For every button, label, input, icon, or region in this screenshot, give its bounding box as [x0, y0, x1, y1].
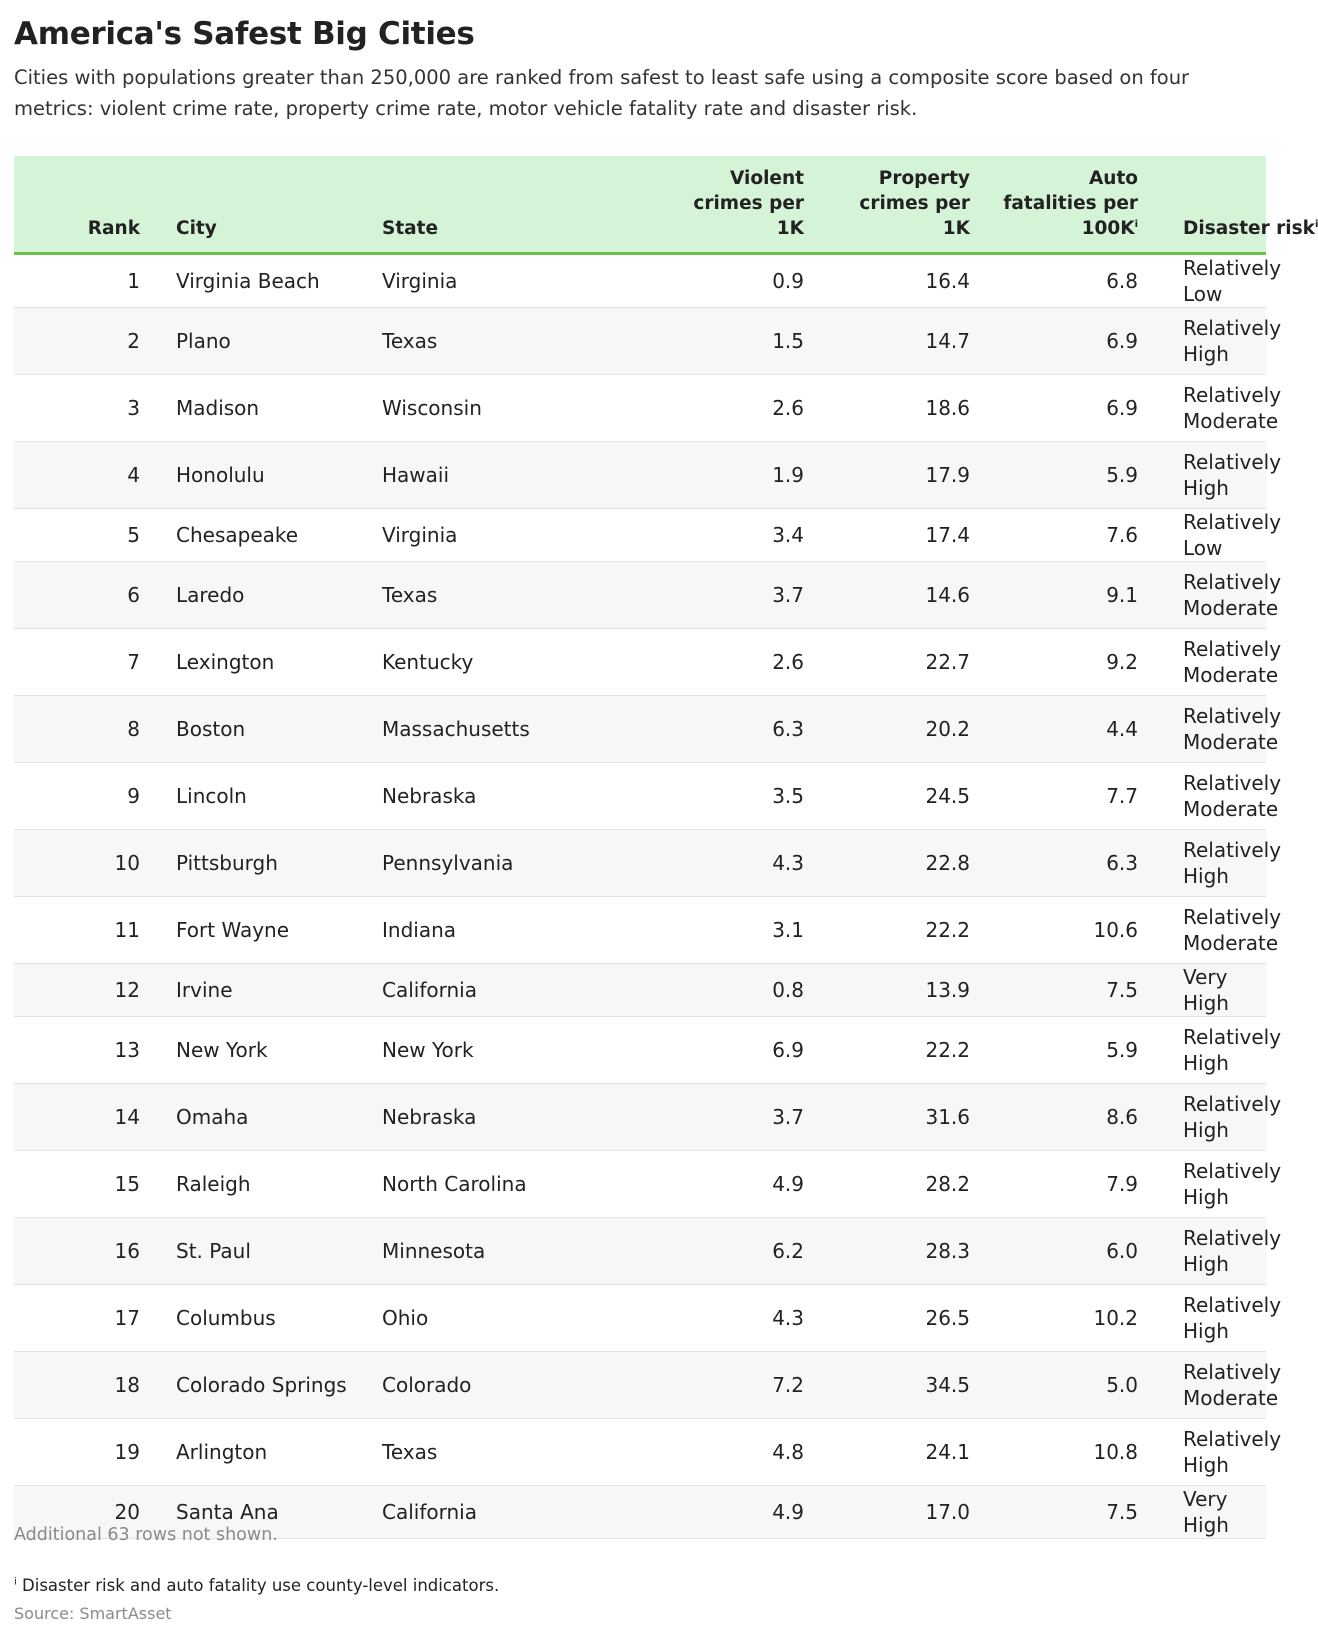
cell-auto: 10.6	[1093, 917, 1138, 942]
cell-rank: 14	[114, 1104, 140, 1129]
cell-disaster	[1138, 1083, 1282, 1150]
cell-city: Laredo	[176, 582, 245, 607]
cell-disaster	[1138, 695, 1282, 762]
cell-disaster-line: High	[1183, 1452, 1229, 1477]
cell-disaster-line: Relatively	[1183, 1426, 1282, 1451]
header-property-line-3: 1K	[942, 217, 970, 239]
cell-violent: 1.5	[772, 328, 804, 353]
header-state[interactable]: State	[382, 156, 582, 253]
cell-city: Plano	[176, 328, 231, 353]
table-row	[14, 441, 1266, 508]
table-row	[14, 307, 1266, 374]
cell-city: Pittsburgh	[176, 850, 278, 875]
cell-rank: 2	[127, 328, 140, 353]
cell-disaster	[1138, 829, 1282, 896]
cell-disaster-line: High	[1183, 1184, 1229, 1209]
cell-state: Nebraska	[382, 1104, 477, 1129]
cell-property: 31.6	[925, 1104, 970, 1129]
cell-violent: 3.4	[772, 522, 804, 547]
cell-property: 17.4	[925, 522, 970, 547]
header-violent[interactable]	[582, 156, 804, 253]
cell-rank: 13	[114, 1037, 140, 1062]
cell-property: 28.3	[925, 1238, 970, 1263]
cell-property: 22.2	[925, 1037, 970, 1062]
cell-violent: 4.3	[772, 1305, 804, 1330]
cell-state: Kentucky	[382, 649, 474, 674]
cell-rank: 20	[114, 1499, 140, 1524]
cell-city: Columbus	[176, 1305, 276, 1330]
header-city[interactable]: City	[140, 156, 382, 253]
cell-auto: 7.9	[1106, 1171, 1138, 1196]
cell-rank: 19	[114, 1439, 140, 1464]
cell-disaster-line: Moderate	[1183, 595, 1279, 620]
cell-disaster	[1138, 1418, 1282, 1485]
cell-disaster	[1138, 1150, 1282, 1217]
header-disaster-label: Disaster risk	[1183, 217, 1315, 239]
cell-rank: 9	[127, 783, 140, 808]
cell-disaster	[1138, 253, 1282, 307]
cell-disaster	[1138, 1284, 1282, 1351]
header-auto[interactable]	[970, 156, 1138, 253]
cell-disaster-line: Relatively	[1183, 1091, 1282, 1116]
cell-city: Lincoln	[176, 783, 247, 808]
cell-city: Boston	[176, 716, 246, 741]
cell-disaster-line: Moderate	[1183, 662, 1279, 687]
table-row	[14, 1284, 1266, 1351]
cell-disaster-line: Relatively	[1183, 1024, 1282, 1049]
cell-disaster	[1138, 963, 1266, 1016]
footnote-marker: i	[14, 1576, 17, 1588]
cell-disaster-line: High	[1183, 475, 1229, 500]
cell-violent: 3.1	[772, 917, 804, 942]
cell-disaster	[1138, 561, 1282, 628]
cell-auto: 5.9	[1106, 1037, 1138, 1062]
cell-property: 17.9	[925, 462, 970, 487]
table-row	[14, 829, 1266, 896]
cell-state: Wisconsin	[382, 395, 482, 420]
cell-auto: 10.2	[1093, 1305, 1138, 1330]
cell-state: Virginia	[382, 522, 458, 547]
cell-disaster-line: High	[1183, 1117, 1229, 1142]
cell-rank: 18	[114, 1372, 140, 1397]
table-row	[14, 963, 1266, 1016]
cell-disaster-line: Very High	[1183, 1486, 1229, 1537]
table-row	[14, 628, 1266, 695]
cell-state: Indiana	[382, 917, 457, 942]
cell-disaster-line: Relatively	[1183, 636, 1282, 661]
cell-rank: 17	[114, 1305, 140, 1330]
cell-violent: 0.9	[772, 268, 804, 293]
cell-violent: 2.6	[772, 649, 804, 674]
auto-note-marker: i	[1134, 218, 1138, 230]
cell-disaster	[1138, 762, 1282, 829]
cell-property: 22.7	[925, 649, 970, 674]
header-auto-line-1: Auto	[1088, 167, 1138, 189]
header-property-line-2: crimes per	[859, 192, 970, 214]
cell-disaster-line: Relatively	[1183, 703, 1282, 728]
cell-violent: 4.8	[772, 1439, 804, 1464]
cell-property: 14.6	[925, 582, 970, 607]
cell-disaster-line: Moderate	[1183, 796, 1279, 821]
cell-state: Minnesota	[382, 1238, 486, 1263]
cell-disaster-line: Relatively	[1183, 1158, 1282, 1183]
cell-state: Hawaii	[382, 462, 450, 487]
cell-property: 34.5	[925, 1372, 970, 1397]
cell-auto: 6.9	[1106, 395, 1138, 420]
table-row	[14, 1418, 1266, 1485]
cell-city: Madison	[176, 395, 260, 420]
cell-state: Texas	[382, 328, 438, 353]
cell-auto: 6.3	[1106, 850, 1138, 875]
cell-auto: 5.9	[1106, 462, 1138, 487]
header-violent-line-1: Violent	[730, 167, 804, 189]
cell-disaster-line: Moderate	[1183, 1385, 1279, 1410]
header-property[interactable]	[804, 156, 970, 253]
cell-disaster-line: Relatively	[1183, 449, 1282, 474]
cell-violent: 7.2	[772, 1372, 804, 1397]
cell-state: Colorado	[382, 1372, 472, 1397]
cell-violent: 1.9	[772, 462, 804, 487]
cell-rank: 8	[127, 716, 140, 741]
cell-violent: 3.7	[772, 582, 804, 607]
cell-city: Honolulu	[176, 462, 265, 487]
cell-rank: 15	[114, 1171, 140, 1196]
cell-city: Colorado Springs	[176, 1372, 347, 1397]
cell-disaster-line: High	[1183, 863, 1229, 888]
cell-auto: 6.0	[1106, 1238, 1138, 1263]
cell-violent: 4.3	[772, 850, 804, 875]
cell-state: Texas	[382, 1439, 438, 1464]
cell-auto: 7.6	[1106, 522, 1138, 547]
cell-rank: 3	[127, 395, 140, 420]
header-rank[interactable]: Rank	[14, 156, 140, 253]
cell-auto: 6.9	[1106, 328, 1138, 353]
cell-state: Virginia	[382, 268, 458, 293]
cell-violent: 3.5	[772, 783, 804, 808]
cell-violent: 6.3	[772, 716, 804, 741]
table-row	[14, 1217, 1266, 1284]
cell-auto: 5.0	[1106, 1372, 1138, 1397]
cell-city: Irvine	[176, 977, 233, 1002]
header-row	[14, 156, 1266, 253]
cell-state: Texas	[382, 582, 438, 607]
cell-disaster-line: Relatively	[1183, 315, 1282, 340]
cell-violent: 2.6	[772, 395, 804, 420]
cell-violent: 6.2	[772, 1238, 804, 1263]
table-row	[14, 896, 1266, 963]
table-header	[14, 156, 1318, 253]
cell-disaster-line: Moderate	[1183, 930, 1279, 955]
table-row	[14, 695, 1266, 762]
cell-city: St. Paul	[176, 1238, 251, 1263]
header-auto-line-2: fatalities per	[1003, 192, 1138, 214]
subtitle: Cities with populations greater than 250,000 are ranked from safest to least safe using a composite score based on four metrics: violent crime rate, property crime rate, motor vehicle fatality rate and disaster risk.	[14, 66, 1190, 120]
header-violent-line-3: 1K	[776, 217, 804, 239]
cell-disaster	[1138, 307, 1282, 374]
cell-violent: 4.9	[772, 1171, 804, 1196]
cell-property: 22.2	[925, 917, 970, 942]
cell-city: Omaha	[176, 1104, 249, 1129]
cell-disaster-line: Very High	[1183, 964, 1229, 1015]
cell-state: Pennsylvania	[382, 850, 514, 875]
header-violent-line-2: crimes per	[693, 192, 804, 214]
cell-disaster-line: Relatively	[1183, 770, 1282, 795]
cell-city: Virginia Beach	[176, 268, 320, 293]
cell-disaster-line: Relatively Low	[1183, 255, 1282, 306]
cell-auto: 4.4	[1106, 716, 1138, 741]
page-title: America's Safest Big Cities	[14, 16, 475, 52]
cell-disaster-line: Relatively	[1183, 382, 1282, 407]
header-property-line-1: Property	[878, 167, 970, 189]
cell-city: Raleigh	[176, 1171, 251, 1196]
cell-disaster	[1138, 441, 1282, 508]
cell-rank: 16	[114, 1238, 140, 1263]
cell-disaster-line: Relatively	[1183, 1225, 1282, 1250]
disaster-note-marker: i	[1314, 218, 1318, 230]
header-auto-line-3: 100K	[1081, 217, 1135, 239]
cell-disaster-line: High	[1183, 1318, 1229, 1343]
source-note: Source: SmartAsset	[14, 1604, 172, 1623]
cell-property: 16.4	[925, 268, 970, 293]
cell-state: North Carolina	[382, 1171, 527, 1196]
cell-property: 28.2	[925, 1171, 970, 1196]
cell-city: New York	[176, 1037, 268, 1062]
table-body	[14, 253, 1282, 1538]
table-row	[14, 561, 1266, 628]
table-row	[14, 1150, 1266, 1217]
cell-auto: 10.8	[1093, 1439, 1138, 1464]
cell-violent: 6.9	[772, 1037, 804, 1062]
cell-auto: 9.2	[1106, 649, 1138, 674]
cell-disaster-line: Moderate	[1183, 729, 1279, 754]
cell-violent: 0.8	[772, 977, 804, 1002]
cell-state: New York	[382, 1037, 474, 1062]
cell-city: Lexington	[176, 649, 275, 674]
table-row	[14, 1351, 1266, 1418]
more-rows-note: Additional 63 rows not shown.	[14, 1525, 278, 1545]
table-row	[14, 762, 1266, 829]
cell-auto: 7.5	[1106, 1499, 1138, 1524]
cell-auto: 7.7	[1106, 783, 1138, 808]
cell-property: 18.6	[925, 395, 970, 420]
cell-state: Massachusetts	[382, 716, 530, 741]
cell-city: Arlington	[176, 1439, 268, 1464]
header-disaster[interactable]	[1138, 156, 1318, 253]
cell-auto: 8.6	[1106, 1104, 1138, 1129]
cell-disaster-line: Relatively	[1183, 1292, 1282, 1317]
cell-state: Nebraska	[382, 783, 477, 808]
cell-property: 17.0	[925, 1499, 970, 1524]
cell-rank: 4	[127, 462, 140, 487]
cell-rank: 7	[127, 649, 140, 674]
cell-auto: 9.1	[1106, 582, 1138, 607]
cell-disaster-line: Relatively	[1183, 1359, 1282, 1384]
cell-property: 20.2	[925, 716, 970, 741]
cell-auto: 6.8	[1106, 268, 1138, 293]
cell-property: 26.5	[925, 1305, 970, 1330]
cell-property: 13.9	[925, 977, 970, 1002]
cell-disaster-line: High	[1183, 1050, 1229, 1075]
cell-violent: 4.9	[772, 1499, 804, 1524]
table-row	[14, 253, 1266, 307]
table-row	[14, 1016, 1266, 1083]
cell-property: 24.1	[925, 1439, 970, 1464]
cell-rank: 10	[114, 850, 140, 875]
cell-state: California	[382, 977, 477, 1002]
cell-disaster-line: High	[1183, 341, 1229, 366]
cell-rank: 12	[114, 977, 140, 1002]
data-table	[14, 156, 1318, 1539]
footnote	[14, 1576, 499, 1595]
cell-property: 24.5	[925, 783, 970, 808]
table-row	[14, 374, 1266, 441]
cell-city: Santa Ana	[176, 1499, 279, 1524]
cell-city: Fort Wayne	[176, 917, 290, 942]
cell-disaster	[1138, 374, 1282, 441]
table-row	[14, 508, 1266, 561]
cell-state: California	[382, 1499, 477, 1524]
cell-disaster-line: Relatively	[1183, 837, 1282, 862]
cell-disaster	[1138, 1016, 1282, 1083]
cell-disaster	[1138, 508, 1282, 561]
cell-rank: 1	[127, 268, 140, 293]
cell-disaster	[1138, 628, 1282, 695]
cell-violent: 3.7	[772, 1104, 804, 1129]
cell-rank: 6	[127, 582, 140, 607]
table-row	[14, 1083, 1266, 1150]
cell-disaster	[1138, 896, 1282, 963]
cell-disaster	[1138, 1485, 1266, 1538]
cell-disaster-line: Relatively Low	[1183, 509, 1282, 560]
cell-disaster	[1138, 1217, 1282, 1284]
cell-property: 14.7	[925, 328, 970, 353]
footnote-text: Disaster risk and auto fatality use county-level indicators.	[22, 1576, 500, 1595]
cell-state: Ohio	[382, 1305, 429, 1330]
cell-disaster	[1138, 1351, 1282, 1418]
cell-auto: 7.5	[1106, 977, 1138, 1002]
cell-city: Chesapeake	[176, 522, 299, 547]
cell-disaster-line: Moderate	[1183, 408, 1279, 433]
cell-disaster-line: Relatively	[1183, 569, 1282, 594]
cell-disaster-line: High	[1183, 1251, 1229, 1276]
cell-disaster-line: Relatively	[1183, 904, 1282, 929]
cell-rank: 11	[114, 917, 140, 942]
cell-rank: 5	[127, 522, 140, 547]
cell-property: 22.8	[925, 850, 970, 875]
